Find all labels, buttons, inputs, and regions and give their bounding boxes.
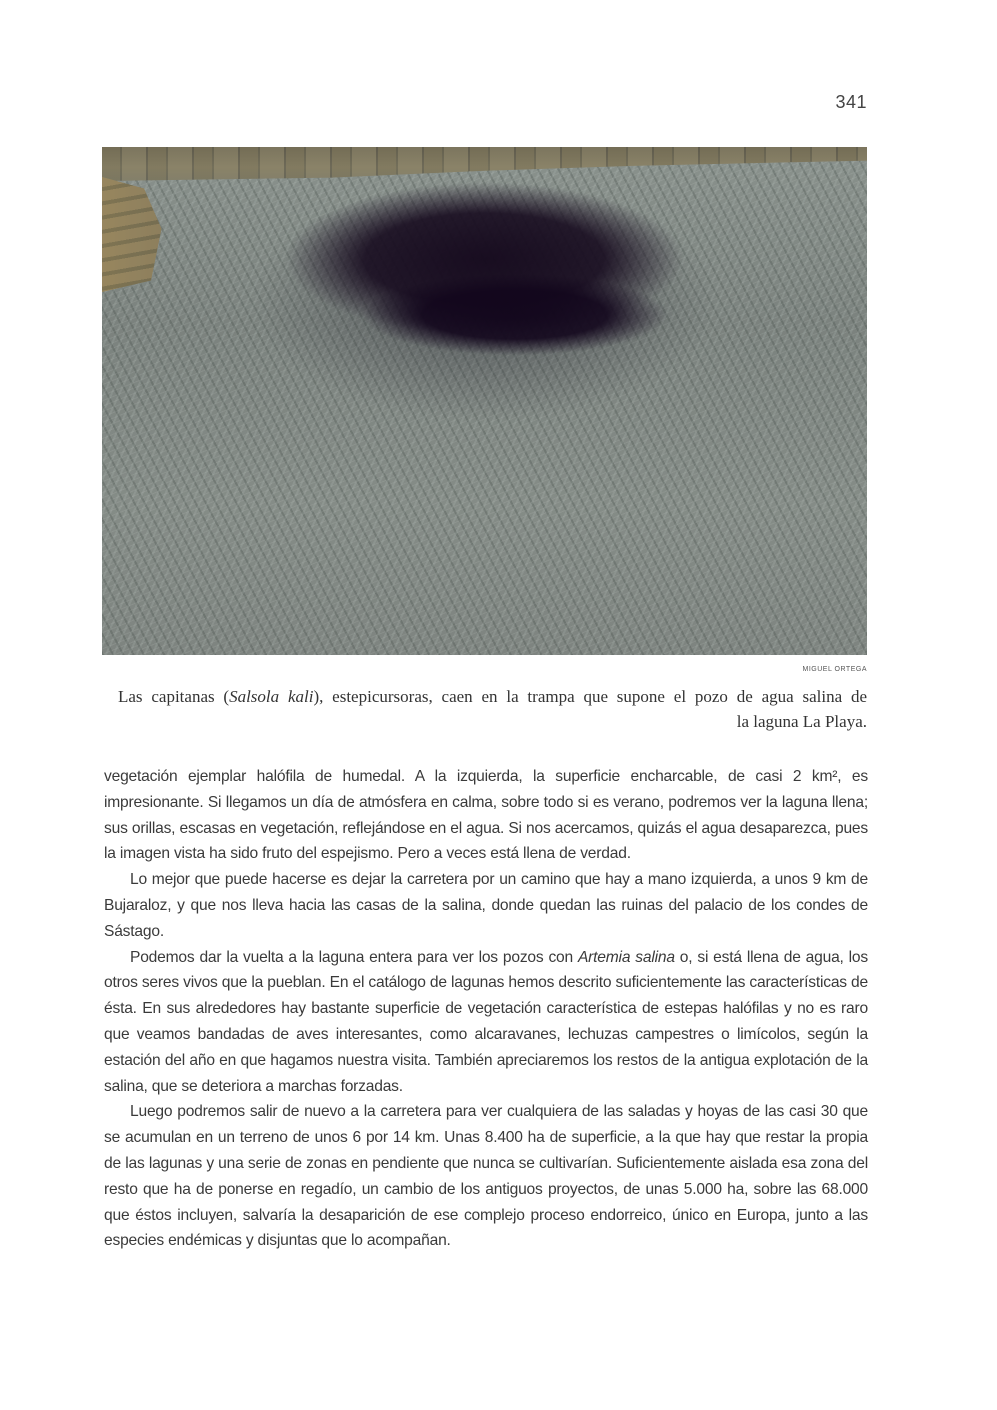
- photo-salsola-kali-pond: [102, 147, 867, 655]
- paragraph-3: [104, 945, 868, 1100]
- paragraph-3-species: Artemia salina: [577, 948, 675, 966]
- paragraph-2: Lo mejor que puede hacerse es dejar la carretera por un camino que hay a mano izquierda, a unos 9 km de Bujaraloz, y que nos lleva hacia las casas de la salina, donde quedan las ruinas del palacio de los condes de Sástago.: [104, 871, 868, 940]
- caption-line-2: la laguna La Playa.: [736, 712, 867, 731]
- paragraph-4: Luego podremos salir de nuevo a la carretera para ver cualquiera de las saladas y hoyas de las casi 30 que se acumulan en un terreno de unos 6 por 14 km. Unas 8.400 ha de superficie, a la que hay que restar la propia de las lagunas y una serie de zonas en pendiente que nunca se cultivarían. Suficientemente aislada esa zona del resto que ha de ponerse en regadío, un cambio de los antiguos proyectos, de unas 5.000 ha, sobre las 68.000 que éstos incluyen, salvaría la desaparición de ese complejo proceso endorreico, único en Europa, junto a las especies endémicas y disjuntas que lo acompañan.: [104, 1103, 868, 1250]
- paragraph-3-start: Podemos dar la vuelta a la laguna entera para ver los pozos con: [130, 948, 578, 966]
- caption-part-2: ), estepicursoras, caen en la trampa que supone el pozo de agua salina de: [313, 687, 867, 706]
- figure-caption: [118, 684, 867, 734]
- paragraph-3-end: o, si está llena de agua, los otros seres vivos que la pueblan. En el catálogo de lagunas hemos descrito suficientemente las características de ésta. En sus alrededores hay bastante superficie de vegetación característica de estepas halófilas y no es raro que veamos bandadas de aves interesantes, como alcaravanes, lechuzas campestres o limícolos, según la estación del año en que hagamos nuestra visita. También apreciaremos los restos de la antigua explotación de la salina, que se deteriora a marchas forzadas.: [104, 948, 868, 1095]
- caption-part-1: Las capitanas (: [118, 687, 230, 706]
- caption-line-1: [118, 684, 867, 709]
- body-text: [104, 764, 868, 1254]
- stone-wall: [102, 147, 867, 181]
- photo-credit: MIGUEL ORTEGA: [802, 666, 867, 673]
- paragraph-1: vegetación ejemplar halófila de humedal. A la izquierda, la superficie encharcable, de casi 2 km², es impresionante. Si llegamos un día de atmósfera en calma, sobre todo si es verano, podremos ver la laguna llena; sus orillas, escasas en vegetación, reflejándose en el agua. Si nos acercamos, quizás el agua desaparezca, pues la imagen vista ha sido fruto del espejismo. Pero a veces está llena de verdad.: [104, 768, 868, 863]
- caption-species: Salsola kali: [229, 687, 314, 706]
- rock-outcrop: [102, 177, 172, 292]
- page-number: 341: [835, 92, 867, 112]
